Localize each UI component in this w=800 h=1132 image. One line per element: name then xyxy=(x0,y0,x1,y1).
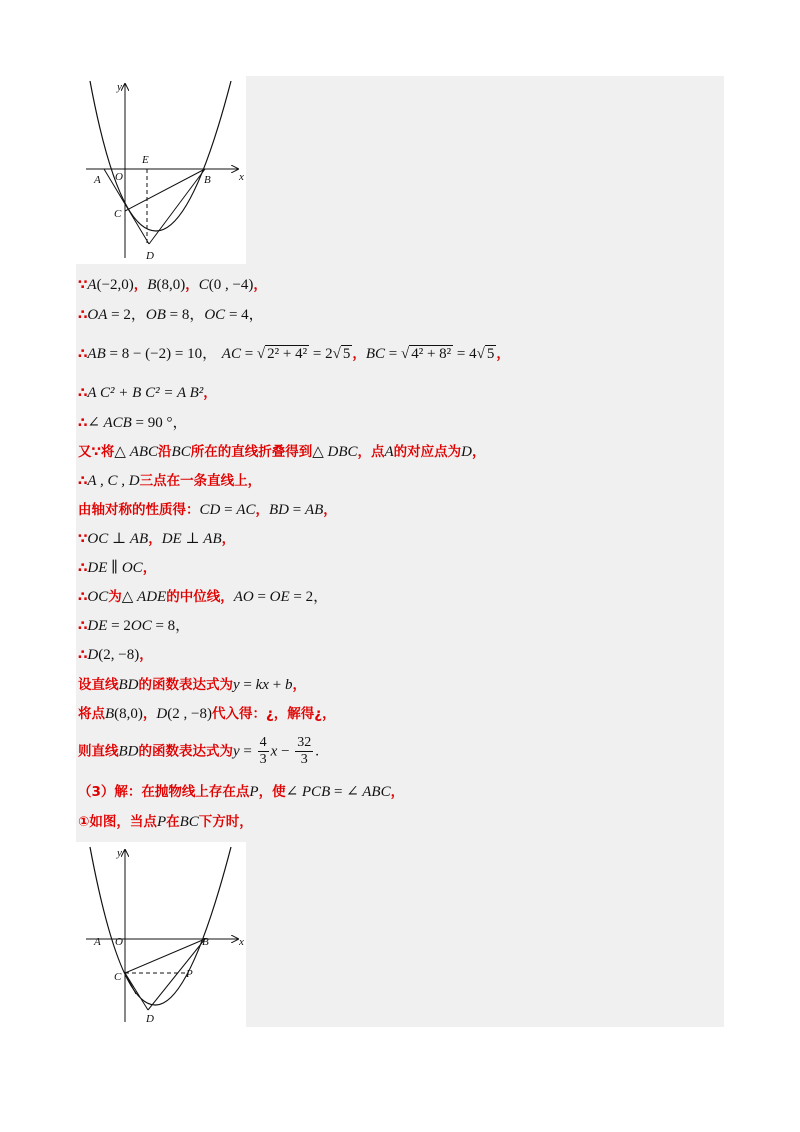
therefore-symbol: ∴ xyxy=(78,647,88,663)
math: △ ADE xyxy=(121,589,167,605)
math: BC xyxy=(179,814,199,830)
line-12 xyxy=(78,617,190,635)
therefore-symbol: ∴ xyxy=(78,307,88,323)
text: 则直线 xyxy=(78,743,119,760)
math: OC xyxy=(130,618,152,634)
math: △ DBC xyxy=(312,444,358,460)
label-B: B xyxy=(204,174,211,186)
label-A: A xyxy=(94,936,101,948)
label-E: E xyxy=(142,154,149,166)
math: AB xyxy=(129,531,149,547)
math: (2, −8) xyxy=(98,647,140,663)
math: BC xyxy=(365,346,385,362)
line-16 xyxy=(78,735,319,768)
fraction-4-3 xyxy=(258,735,269,768)
math: OA xyxy=(87,307,108,323)
line-17 xyxy=(78,783,404,801)
sep: ， xyxy=(148,531,162,547)
parabola-figure-2 xyxy=(76,842,246,1027)
line-13 xyxy=(78,646,153,664)
denominator: 3 xyxy=(259,752,267,767)
label-x: x xyxy=(239,936,244,948)
math: kx xyxy=(255,677,269,693)
line-DB xyxy=(148,939,205,1010)
math: AO xyxy=(233,589,254,605)
since-symbol: ∵ xyxy=(78,277,88,293)
line-14 xyxy=(78,676,306,694)
line-1 xyxy=(78,276,267,294)
math: = xyxy=(220,502,237,518)
denominator: 3 xyxy=(300,752,308,767)
label-C: C xyxy=(114,208,122,220)
math: = 2 xyxy=(309,346,333,362)
math: BD xyxy=(118,677,139,693)
math: y xyxy=(233,677,240,693)
math-C: C xyxy=(198,277,209,293)
text: 的函数表达式为 xyxy=(138,677,233,693)
line-3 xyxy=(78,345,510,363)
math: AC xyxy=(236,502,256,518)
sep: ， xyxy=(253,277,267,293)
math: BD xyxy=(118,743,139,760)
math: AB xyxy=(203,531,222,547)
coord-C: (0 , −4) xyxy=(208,277,254,293)
parabola-curve xyxy=(90,81,231,231)
math: = xyxy=(288,502,305,518)
math: A C² + B C² = A B² xyxy=(87,385,204,401)
math: = 8， xyxy=(165,307,205,323)
math: (2 , −8) xyxy=(167,706,212,722)
coord-B: (8,0) xyxy=(156,277,186,293)
line-8 xyxy=(78,501,337,519)
therefore-symbol: ∴ xyxy=(78,589,88,605)
math: DE xyxy=(87,618,108,634)
line-18 xyxy=(78,813,253,831)
math: = xyxy=(240,346,257,362)
text: 设直线 xyxy=(78,677,119,693)
math: = 2， xyxy=(107,307,146,323)
math: OC xyxy=(204,307,226,323)
math: . xyxy=(315,743,320,760)
math: ∠ PCB xyxy=(285,784,331,800)
line-AD xyxy=(104,169,149,244)
math: ∥ xyxy=(107,560,122,576)
text: ，点 xyxy=(357,444,385,460)
math: = xyxy=(239,677,256,693)
sep: ， xyxy=(133,277,148,293)
math: = 2 xyxy=(107,618,131,634)
numerator: 4 xyxy=(259,735,267,750)
label-P: P xyxy=(186,968,193,980)
parabola-figure-1 xyxy=(76,76,246,264)
therefore-symbol: ∴ xyxy=(78,560,88,576)
label-y: y xyxy=(117,847,122,859)
line-2 xyxy=(78,306,264,324)
text: ，使 xyxy=(258,784,286,800)
math: AB xyxy=(87,346,106,362)
math: = 8 − (−2) = 10， xyxy=(105,346,218,362)
sep: ， xyxy=(185,277,199,293)
math: OB xyxy=(145,307,166,323)
math: D xyxy=(461,444,473,460)
label-x: x xyxy=(239,171,244,183)
line-4 xyxy=(78,384,217,402)
math: P xyxy=(249,784,259,800)
text: ①如图，当点 xyxy=(78,814,157,830)
text: 的对应点为 xyxy=(393,444,462,460)
sqrt-expression: √ 4² + 8² xyxy=(400,346,452,362)
math: D xyxy=(87,647,99,663)
line-DB xyxy=(149,169,205,244)
math: ⊥ xyxy=(181,531,204,547)
line-7 xyxy=(78,472,261,490)
math: = 8， xyxy=(151,618,191,634)
line-9 xyxy=(78,530,235,548)
math: OC xyxy=(121,560,143,576)
text: 由轴对称的性质得： xyxy=(78,502,200,518)
text: ， xyxy=(472,444,486,460)
math: = 4， xyxy=(225,307,264,323)
math: B xyxy=(105,706,115,722)
therefore-symbol: ∴ xyxy=(78,346,88,362)
sep: ， xyxy=(142,706,157,722)
line-C-down xyxy=(125,973,136,994)
sep: ， xyxy=(255,502,269,518)
therefore-symbol: ∴ xyxy=(78,473,88,489)
text: 下方时， xyxy=(198,814,253,830)
math: ∠ ACB xyxy=(87,415,132,431)
sep: ， xyxy=(352,346,366,362)
math: OE xyxy=(269,589,290,605)
radicand: 5 xyxy=(342,346,351,362)
line-CB xyxy=(125,939,205,973)
text: 沿 xyxy=(158,444,172,460)
sqrt-expression: √ 5 xyxy=(332,346,351,362)
label-y: y xyxy=(117,81,122,93)
radicand: 2² + 4² xyxy=(267,346,308,362)
sep: ， xyxy=(390,784,405,800)
sqrt-expression: √ 2² + 4² xyxy=(256,346,308,362)
math: DE xyxy=(87,560,108,576)
math: ⊥ xyxy=(108,531,130,547)
math: = xyxy=(385,346,401,362)
sep: ， xyxy=(203,385,217,401)
math: OC xyxy=(87,589,109,605)
label-B: B xyxy=(202,936,209,948)
fraction-32-3 xyxy=(295,735,313,768)
math: = 4 xyxy=(453,346,477,362)
math: A xyxy=(384,444,394,460)
math: = xyxy=(239,743,256,760)
label-D: D xyxy=(146,1013,154,1025)
label-A: A xyxy=(94,174,101,186)
parabola-curve xyxy=(90,847,231,1005)
text: 所在的直线折叠得到 xyxy=(190,444,313,460)
math: BC xyxy=(171,444,191,460)
math: AB xyxy=(304,502,324,518)
sep: ， xyxy=(323,502,337,518)
numerator: 32 xyxy=(297,735,312,750)
radicand: 4² + 8² xyxy=(411,346,452,362)
line-CB xyxy=(125,169,205,211)
therefore-symbol: ∴ xyxy=(78,415,88,431)
text: 为 xyxy=(108,589,122,605)
label-O: O xyxy=(115,171,123,183)
text: 将点 xyxy=(78,706,105,722)
math: AC xyxy=(221,346,241,362)
text: 的函数表达式为 xyxy=(138,743,233,760)
therefore-symbol: ∴ xyxy=(78,618,88,634)
math: BD xyxy=(268,502,289,518)
line-10 xyxy=(78,559,156,577)
math: − xyxy=(277,743,294,760)
line-15 xyxy=(78,705,336,723)
label-O: O xyxy=(115,936,123,948)
text: 在 xyxy=(166,814,180,830)
radicand: 5 xyxy=(486,346,495,362)
math-B: B xyxy=(147,277,157,293)
math: b xyxy=(284,677,293,693)
text: （3）解：在抛物线上存在点 xyxy=(78,784,250,800)
text: 又∵将 xyxy=(78,444,115,460)
sep: ， xyxy=(142,560,157,576)
sep: ， xyxy=(292,677,306,693)
math: P xyxy=(156,814,167,830)
math: ∠ ABC xyxy=(346,784,391,800)
sqrt-expression: √ 5 xyxy=(476,346,495,362)
math: x xyxy=(270,743,278,760)
parabola-figure-1-svg xyxy=(76,76,246,264)
label-D: D xyxy=(146,250,154,262)
math: = 90 °， xyxy=(131,415,188,431)
sep: ， xyxy=(221,531,236,547)
text: 的中位线， xyxy=(166,589,234,605)
math: + xyxy=(268,677,285,693)
label-C: C xyxy=(114,971,122,983)
math: OC xyxy=(87,531,109,547)
text: 三点在一条直线上， xyxy=(139,473,262,489)
sep: ， xyxy=(496,346,510,362)
since-symbol: ∵ xyxy=(78,531,88,547)
math: DE xyxy=(161,531,182,547)
math: △ ABC xyxy=(114,444,159,460)
math: (8,0) xyxy=(114,706,143,722)
parabola-figure-2-svg xyxy=(76,842,246,1027)
math: y xyxy=(233,743,240,760)
line-11 xyxy=(78,588,328,606)
math: D xyxy=(156,706,168,722)
line-6 xyxy=(78,443,486,461)
therefore-symbol: ∴ xyxy=(78,385,88,401)
math: CD xyxy=(199,502,221,518)
math: = xyxy=(253,589,270,605)
text: 代入得：¿，解得¿， xyxy=(211,706,336,722)
line-5 xyxy=(78,414,188,432)
math: = 2， xyxy=(289,589,329,605)
math: A , C , D xyxy=(87,473,140,489)
math: = xyxy=(330,784,347,800)
math-A: A xyxy=(87,277,97,293)
sep: ， xyxy=(139,647,153,663)
coord-A: (−2,0) xyxy=(96,277,134,293)
